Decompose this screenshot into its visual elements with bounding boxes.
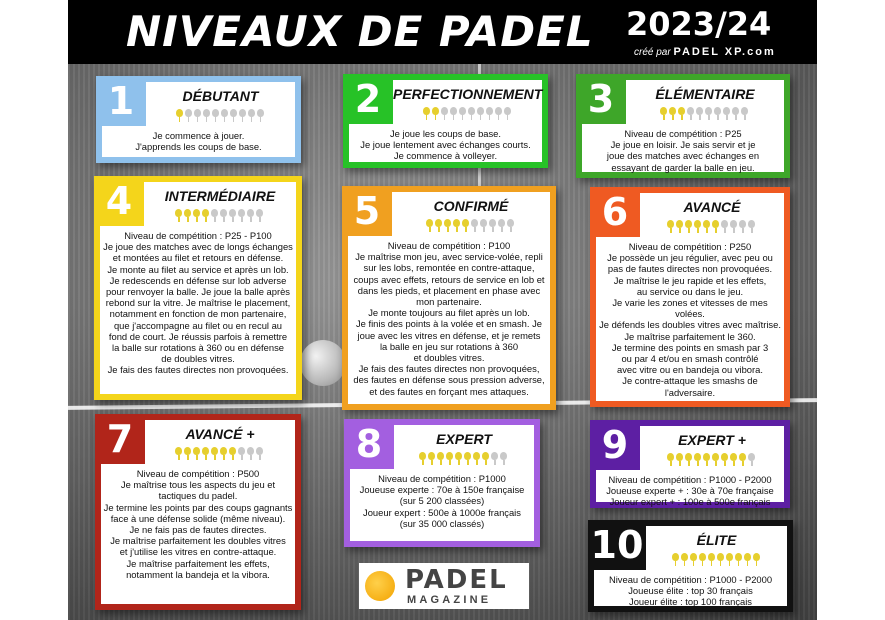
racket-filled-icon (432, 107, 439, 120)
racket-empty-icon (723, 107, 730, 120)
level-card-4 (94, 176, 302, 400)
racket-filled-icon (726, 553, 733, 566)
racket-empty-icon (705, 107, 712, 120)
level-number: 9 (590, 420, 640, 470)
racket-empty-icon (498, 219, 505, 232)
level-card-3 (576, 74, 790, 178)
description-line: des fautes en défense sous pression adverse, (353, 374, 545, 386)
description-line: Joueur expert + : 100e à 500e français (609, 496, 771, 508)
racket-rating (175, 447, 263, 460)
description-line: Je contre-attaque les smashs de l'adversaire. (622, 375, 758, 398)
level-card-5 (342, 186, 556, 410)
racket-rating (175, 209, 263, 222)
racket-filled-icon (193, 209, 200, 222)
racket-filled-icon (678, 107, 685, 120)
racket-empty-icon (221, 109, 228, 122)
level-number: 6 (590, 187, 640, 237)
description-line: Je maîtrise parfaitement les doubles vitres (110, 535, 286, 547)
description-line: sur les lobs, remontée en contre-attaque, (363, 262, 535, 274)
racket-filled-icon (703, 453, 710, 466)
credit-prefix: créé par (634, 47, 671, 58)
description-line: Je joue les coups de base. (389, 128, 501, 139)
description-line: Niveau de compétition : P100 (387, 240, 511, 251)
description-line: Joueuse élite : top 30 français (628, 585, 753, 597)
racket-filled-icon (694, 453, 701, 466)
racket-filled-icon (669, 107, 676, 120)
racket-filled-icon (202, 447, 209, 460)
level-card-7 (95, 414, 301, 610)
level-title: EXPERT (436, 431, 492, 447)
racket-filled-icon (184, 209, 191, 222)
racket-empty-icon (696, 107, 703, 120)
level-card-1 (96, 76, 301, 163)
racket-filled-icon (446, 452, 453, 465)
racket-filled-icon (453, 219, 460, 232)
racket-empty-icon (256, 447, 263, 460)
racket-filled-icon (423, 107, 430, 120)
level-description (598, 474, 782, 508)
racket-empty-icon (239, 109, 246, 122)
description-line: (sur 5 200 classées) (399, 495, 485, 507)
racket-filled-icon (676, 453, 683, 466)
level-title: INTERMÉDIAIRE (164, 188, 276, 204)
level-title: DÉBUTANT (182, 88, 259, 104)
description-line: et j'utilise les vitres en contre-attaque. (119, 546, 277, 558)
racket-filled-icon (717, 553, 724, 566)
logo-word: PADEL (405, 565, 508, 595)
description-line: la balle en jeu sur rotations à 360 (379, 340, 519, 352)
description-line: joue des matches avec échanges en (606, 150, 760, 162)
level-number: 8 (344, 419, 394, 469)
description-line: notamment en fonction de mon partenaire, (109, 308, 287, 320)
description-line: Je ne fais pas de fautes directes. (129, 524, 267, 536)
racket-rating (426, 219, 514, 232)
level-description (103, 468, 293, 580)
description-line: Joueuse experte + : 30e à 70e française (606, 485, 774, 497)
header-banner (68, 0, 817, 64)
description-line: notamment la bandeja et la vibora. (126, 568, 270, 580)
racket-empty-icon (185, 109, 192, 122)
season-year: 2023/24 (626, 5, 772, 43)
racket-filled-icon (202, 209, 209, 222)
description-line: Je maîtrise tous les aspects du jeu et (120, 479, 276, 491)
description-line: tactiques du padel. (158, 490, 238, 502)
racket-filled-icon (681, 553, 688, 566)
description-line: que j'accompagne au filet ou en recul au (113, 319, 283, 331)
description-line: de doubles vitres. (161, 353, 235, 365)
page-title: NIVEAUX DE PADEL (126, 7, 594, 56)
racket-empty-icon (504, 107, 511, 120)
description-line: ou par 4 et/ou en smash contrôlé (621, 353, 759, 365)
level-description (598, 241, 782, 398)
racket-empty-icon (247, 209, 254, 222)
racket-filled-icon (435, 219, 442, 232)
level-description (102, 230, 294, 376)
racket-filled-icon (690, 553, 697, 566)
racket-filled-icon (444, 219, 451, 232)
racket-empty-icon (730, 220, 737, 233)
level-number: 4 (94, 176, 144, 226)
level-title: EXPERT + (678, 432, 746, 448)
description-line: la balle sur rotations à 360 ou en défense (112, 342, 284, 354)
level-description (350, 240, 548, 397)
racket-filled-icon (175, 209, 182, 222)
description-line: Niveau de compétition : P250 (628, 241, 752, 252)
racket-empty-icon (507, 219, 514, 232)
description-line: Je maîtrise le jeu rapide et les effets, (613, 274, 767, 286)
level-description (351, 128, 540, 162)
racket-empty-icon (468, 107, 475, 120)
description-line: Je maîtrise mon jeu, avec service-volée, repli (355, 251, 543, 263)
racket-rating (423, 107, 511, 120)
padel-ball (300, 340, 346, 386)
description-line: Je maîtrise parfaitement les effets, (126, 557, 270, 569)
racket-empty-icon (687, 107, 694, 120)
racket-filled-icon (739, 453, 746, 466)
racket-empty-icon (491, 452, 498, 465)
racket-empty-icon (471, 219, 478, 232)
level-title: CONFIRMÉ (433, 198, 509, 214)
description-line: fond de court. Je réussis parfois à remettre (108, 330, 288, 342)
racket-rating (176, 109, 264, 122)
racket-empty-icon (450, 107, 457, 120)
description-line: Je joue des matches avec de longs échanges (103, 241, 293, 253)
racket-empty-icon (489, 219, 496, 232)
description-line: Je possède un jeu régulier, avec peu ou (607, 252, 773, 264)
description-line: Niveau de compétition : P1000 - P2000 (608, 474, 772, 485)
racket-empty-icon (220, 209, 227, 222)
racket-filled-icon (220, 447, 227, 460)
racket-empty-icon (480, 219, 487, 232)
racket-empty-icon (748, 220, 755, 233)
racket-rating (667, 220, 755, 233)
racket-filled-icon (676, 220, 683, 233)
racket-empty-icon (500, 452, 507, 465)
racket-filled-icon (712, 220, 719, 233)
description-line: Je finis des points à la volée et en smash. Je (355, 318, 543, 330)
racket-filled-icon (703, 220, 710, 233)
racket-empty-icon (257, 109, 264, 122)
description-line: essayant de garder la balle en jeu. (611, 161, 755, 173)
racket-empty-icon (741, 107, 748, 120)
description-line: mon partenaire. (416, 296, 482, 308)
level-number: 2 (343, 74, 393, 124)
description-line: Joueuse experte : 70e à 150e française (359, 484, 525, 496)
level-number: 10 (588, 520, 646, 570)
racket-filled-icon (699, 553, 706, 566)
racket-rating (419, 452, 507, 465)
description-line: Je varie les zones et vitesses de mes volées. (612, 297, 768, 320)
description-line: pour renvoyer la balle. Je joue la balle après (106, 286, 290, 298)
racket-filled-icon (462, 219, 469, 232)
description-line: Je fais des fautes directes non provoquées. (107, 364, 289, 376)
description-line: joue avec les vitres en défense, et je remets (357, 329, 541, 341)
logo-subtitle: MAGAZINE (407, 594, 492, 606)
racket-empty-icon (256, 209, 263, 222)
description-line: Je commence à volleyer. (393, 150, 498, 162)
racket-empty-icon (459, 107, 466, 120)
level-number: 5 (342, 186, 392, 236)
description-line: Joueur expert : 500e à 1000e français (363, 506, 521, 518)
racket-rating (667, 453, 755, 466)
racket-filled-icon (753, 553, 760, 566)
racket-empty-icon (230, 109, 237, 122)
infographic (68, 0, 817, 620)
description-line: et des fautes en forçant mes attaques. (369, 385, 529, 397)
level-title: ÉLITE (696, 532, 737, 548)
level-card-2 (343, 74, 548, 168)
racket-filled-icon (193, 447, 200, 460)
racket-empty-icon (748, 453, 755, 466)
racket-empty-icon (248, 109, 255, 122)
level-description (104, 130, 293, 152)
racket-empty-icon (247, 447, 254, 460)
description-line: Niveau de compétition : P25 - P100 (124, 230, 272, 241)
level-title: AVANCÉ (683, 199, 741, 215)
racket-filled-icon (735, 553, 742, 566)
racket-empty-icon (721, 220, 728, 233)
racket-empty-icon (211, 209, 218, 222)
description-line: Je redescends en défense sur lob adverse (109, 274, 287, 286)
description-line: dans les pieds, et placement en phase avec (357, 284, 541, 296)
racket-rating (672, 553, 760, 566)
description-line: Je monte toujours au filet après un lob. (368, 307, 530, 319)
description-line: Joueur élite : top 100 français (629, 596, 752, 608)
racket-empty-icon (212, 109, 219, 122)
racket-empty-icon (486, 107, 493, 120)
racket-filled-icon (428, 452, 435, 465)
racket-filled-icon (426, 219, 433, 232)
credit (634, 46, 776, 58)
racket-empty-icon (441, 107, 448, 120)
ball-mascot-icon (365, 571, 395, 601)
racket-filled-icon (667, 453, 674, 466)
level-card-8 (344, 419, 540, 547)
description-line: rebond sur la vitre. Je maîtrise le placement, (105, 297, 291, 309)
description-line: coups avec effets, retours de service en lob et (353, 273, 545, 285)
description-line: au service ou dans le jeu. (636, 285, 744, 297)
description-line: face à une défense solide (même niveau). (110, 512, 286, 524)
racket-filled-icon (211, 447, 218, 460)
racket-filled-icon (464, 452, 471, 465)
racket-filled-icon (712, 453, 719, 466)
description-line: et doubles vitres. (413, 352, 485, 364)
level-description (584, 128, 782, 173)
racket-filled-icon (455, 452, 462, 465)
racket-empty-icon (194, 109, 201, 122)
level-card-9 (590, 420, 790, 508)
racket-empty-icon (714, 107, 721, 120)
description-line: Je maîtrise parfaitement le 360. (624, 330, 756, 342)
racket-filled-icon (730, 453, 737, 466)
racket-empty-icon (238, 209, 245, 222)
racket-filled-icon (437, 452, 444, 465)
description-line: Je joue lentement avec échanges courts. (360, 139, 531, 151)
level-description (352, 473, 532, 529)
level-title: AVANCÉ + (185, 426, 255, 442)
description-line: Je termine les points par des coups gagnants (103, 501, 293, 513)
description-line: pas de fautes directes non provoquées. (607, 263, 773, 275)
description-line: Je termine des points en smash par 3 (611, 341, 769, 353)
racket-empty-icon (238, 447, 245, 460)
racket-filled-icon (482, 452, 489, 465)
description-line: Je commence à jouer. (152, 130, 245, 141)
description-line: Je monte au filet au service et après un lob. (107, 263, 289, 275)
racket-filled-icon (667, 220, 674, 233)
racket-filled-icon (744, 553, 751, 566)
level-description (596, 574, 785, 608)
description-line: et montées au filet et retours en défense. (112, 252, 284, 264)
racket-empty-icon (203, 109, 210, 122)
racket-filled-icon (184, 447, 191, 460)
racket-filled-icon (176, 109, 183, 122)
racket-filled-icon (419, 452, 426, 465)
level-title: ÉLÉMENTAIRE (655, 86, 755, 102)
racket-filled-icon (685, 453, 692, 466)
level-number: 3 (576, 74, 626, 124)
racket-filled-icon (708, 553, 715, 566)
description-line: Niveau de compétition : P1000 - P2000 (608, 574, 773, 585)
padel-magazine-logo (359, 563, 529, 609)
level-number: 7 (95, 414, 145, 464)
credit-brand: PADEL XP.com (673, 46, 776, 58)
description-line: Je joue en loisir. Je sais servir et je (610, 139, 756, 151)
racket-filled-icon (175, 447, 182, 460)
description-line: J'apprends les coups de base. (135, 141, 262, 153)
racket-filled-icon (685, 220, 692, 233)
description-line: avec vitre ou en bandeja ou vibora. (617, 364, 763, 376)
description-line: Niveau de compétition : P25 (624, 128, 742, 139)
racket-empty-icon (732, 107, 739, 120)
level-title: PERFECTIONNEMENT (393, 86, 543, 102)
level-number: 1 (96, 76, 146, 126)
racket-empty-icon (495, 107, 502, 120)
description-line: Je défends les doubles vitres avec maîtrise. (599, 319, 781, 331)
racket-empty-icon (229, 209, 236, 222)
racket-filled-icon (473, 452, 480, 465)
racket-rating (660, 107, 748, 120)
description-line: Niveau de compétition : P500 (136, 468, 260, 479)
description-line: Niveau de compétition : P1000 (378, 473, 506, 484)
description-line: (sur 35 000 classés) (399, 517, 485, 529)
racket-filled-icon (660, 107, 667, 120)
racket-empty-icon (477, 107, 484, 120)
racket-filled-icon (694, 220, 701, 233)
level-card-10 (588, 520, 793, 612)
racket-filled-icon (672, 553, 679, 566)
racket-filled-icon (229, 447, 236, 460)
level-card-6 (590, 187, 790, 407)
racket-filled-icon (721, 453, 728, 466)
description-line: Je fais des fautes directes non provoquées, (358, 363, 540, 375)
racket-empty-icon (739, 220, 746, 233)
